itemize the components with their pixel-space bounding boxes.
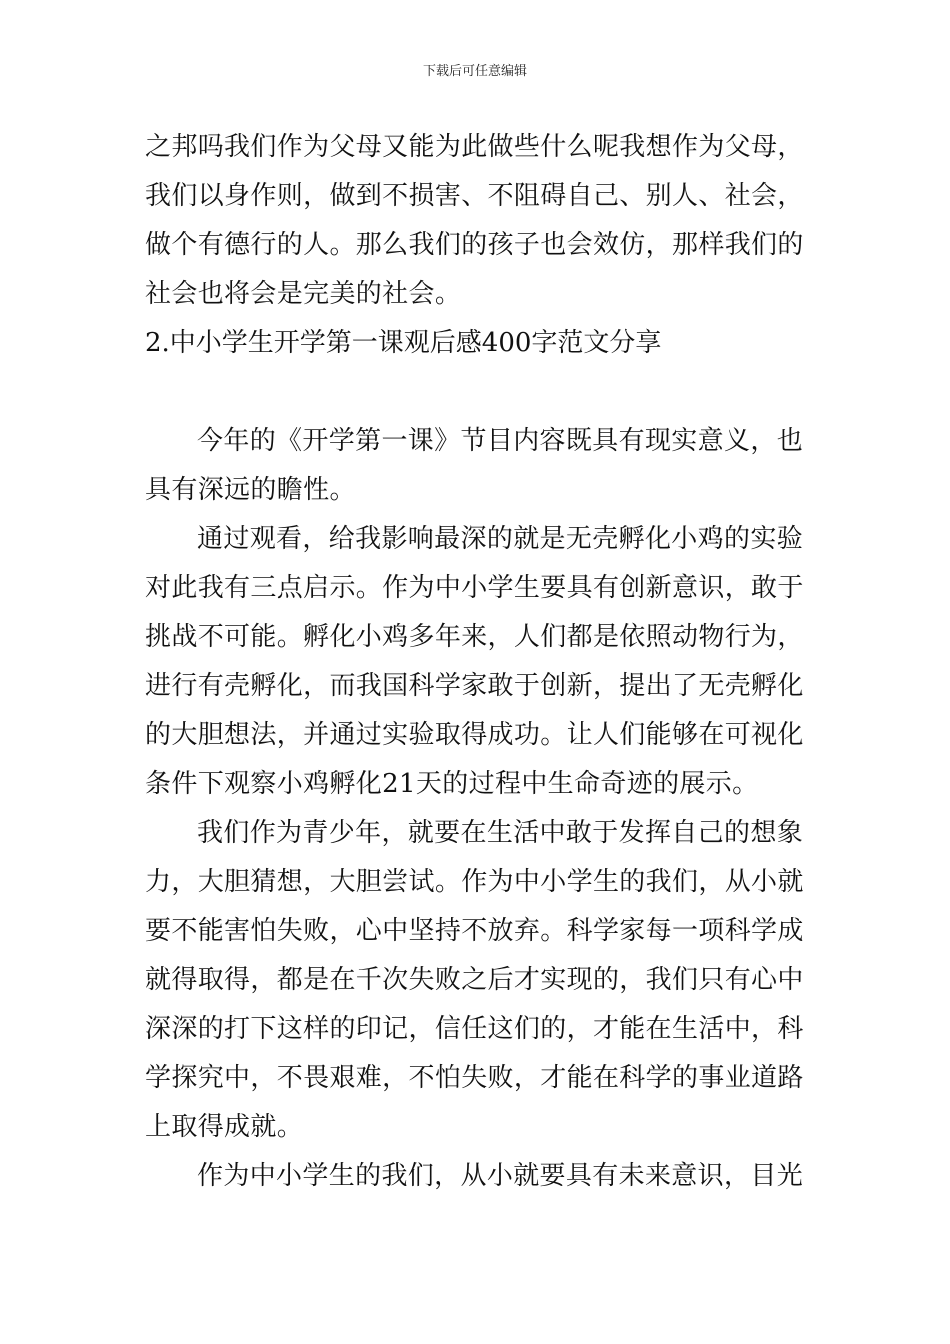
- text-line: 要不能害怕失败，心中坚持不放弃。科学家每一项科学成: [145, 916, 804, 946]
- text-line: 具有深远的瞻性。: [145, 475, 356, 505]
- paragraph-first-line: 作为中小学生的我们，从小就要具有未来意识，目光: [197, 1161, 804, 1191]
- text-line: 条件下观察小鸡孵化21天的过程中生命奇迹的展示。: [145, 769, 759, 799]
- text-line: 就得取得，都是在千次失败之后才实现的，我们只有心中: [145, 965, 804, 995]
- text-line: 上取得成就。: [145, 1112, 304, 1142]
- paragraph-first-line: 我们作为青少年，就要在生活中敢于发挥自己的想象: [197, 818, 804, 848]
- text-line: 对此我有三点启示。作为中小学生要具有创新意识，敢于: [145, 573, 804, 603]
- paragraph-first-line: 通过观看，给我影响最深的就是无壳孵化小鸡的实验: [197, 524, 804, 554]
- text-line: 之邦吗我们作为父母又能为此做些什么呢我想作为父母，: [145, 132, 804, 162]
- document-body: [145, 123, 810, 1201]
- text-line: 进行有壳孵化，而我国科学家敢于创新，提出了无壳孵化: [145, 671, 804, 701]
- text-line: 力，大胆猜想，大胆尝试。作为中小学生的我们，从小就: [145, 867, 804, 897]
- text-line: 深深的打下这样的印记，信任这们的，才能在生活中，科: [145, 1014, 804, 1044]
- text-line: 做个有德行的人。那么我们的孩子也会效仿，那样我们的: [145, 230, 804, 260]
- text-line: 学探究中，不畏艰难，不怕失败，才能在科学的事业道路: [145, 1063, 804, 1093]
- page-header: 下载后可任意编辑: [422, 64, 527, 79]
- blank-line: [145, 368, 810, 417]
- text-line: 的大胆想法，并通过实验取得成功。让人们能够在可视化: [145, 720, 804, 750]
- text-line: 社会也将会是完美的社会。: [145, 279, 462, 309]
- text-line: 我们以身作则，做到不损害、不阻碍自己、别人、社会，: [145, 181, 804, 211]
- section-heading: 2.中小学生开学第一课观后感400字范文分享: [145, 328, 662, 358]
- paragraph-first-line: 今年的《开学第一课》节目内容既具有现实意义，也: [197, 426, 804, 456]
- text-line: 挑战不可能。孵化小鸡多年来，人们都是依照动物行为，: [145, 622, 804, 652]
